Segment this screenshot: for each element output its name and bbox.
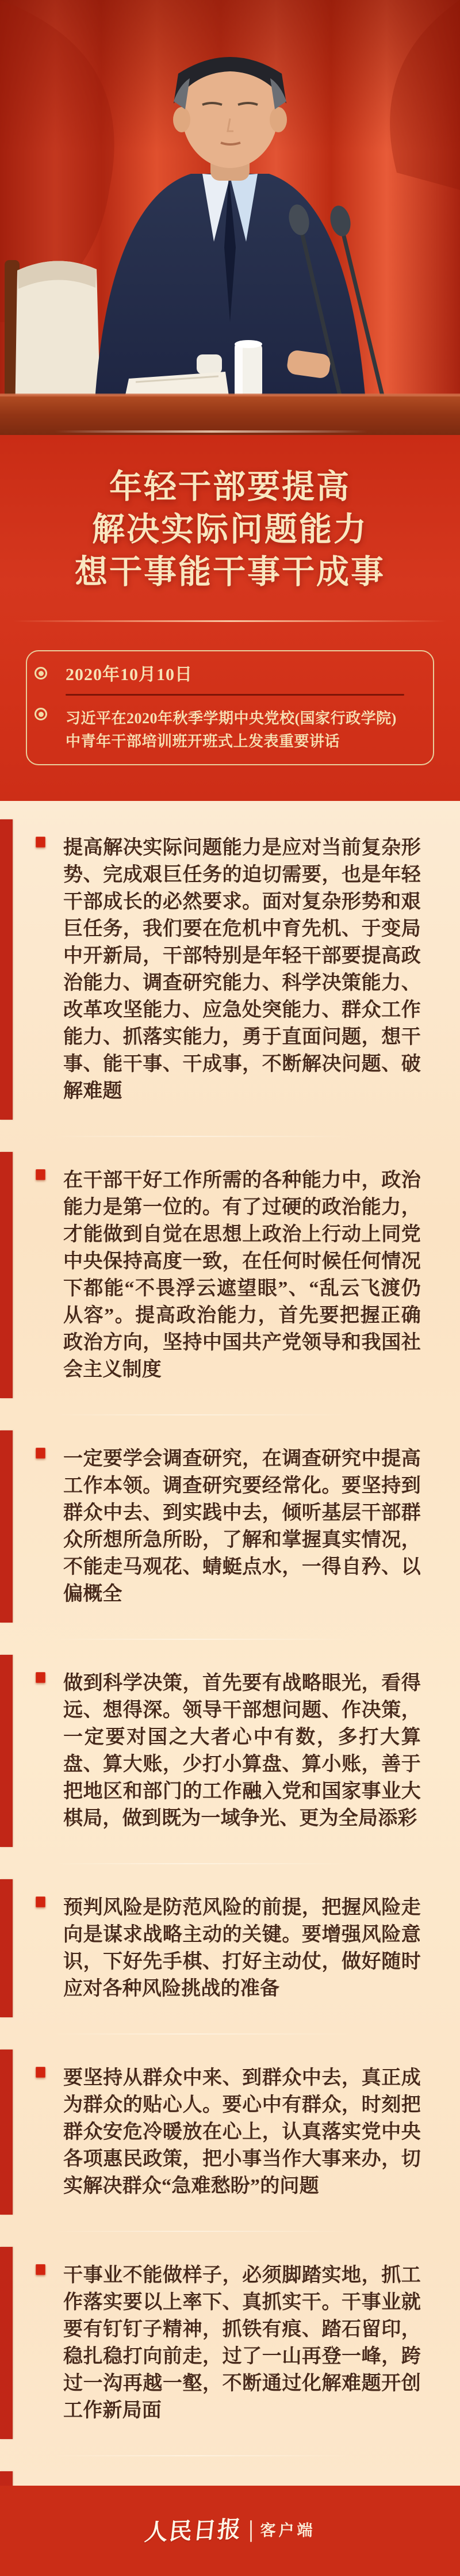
date-row <box>66 666 408 684</box>
quote-item <box>63 1445 421 1608</box>
square-bullet-icon <box>36 1896 45 1907</box>
quotes-list <box>0 801 460 2486</box>
quote-item <box>63 2064 421 2200</box>
paragraph-edge-bar <box>0 1152 13 1398</box>
paragraph-edge-bar <box>0 1879 13 2017</box>
footer-bar <box>0 2486 460 2576</box>
quote-item <box>63 1670 421 1832</box>
hero-banner <box>0 435 460 801</box>
square-bullet-icon <box>36 2067 45 2078</box>
quote-text: 干事业不能做样子，必须脚踏实地，抓工作落实要以上率下、真抓实干。干事业就要有钉钉子精神，抓铁有痕、踏石留印，稳扎稳打向前走，过了一山再登一峰，跨过一沟再越一壑，不断通过化解难题开创工作新局面 <box>63 2265 421 2421</box>
square-bullet-icon <box>36 1448 45 1459</box>
speaker-photo <box>0 0 460 435</box>
speaker-photo-illustration <box>0 0 460 435</box>
desk <box>0 394 460 435</box>
photo-bottom-glow <box>55 430 368 433</box>
ring-bullet-icon <box>34 708 47 720</box>
title-line-2: 解决实际问题能力 <box>92 512 368 548</box>
quote-item <box>63 1167 421 1383</box>
client-label: 客户端 <box>260 2522 316 2539</box>
paragraph-edge-bar <box>0 2471 13 2486</box>
title-line-3: 想干事能干事干成事 <box>75 554 385 590</box>
quote-item <box>63 2262 421 2424</box>
quote-text: 提高解决实际问题能力是应对当前复杂形势、完成艰巨任务的迫切需要，也是年轻干部成长的必然要求。面对复杂形势和艰巨任务，我们要在危机中育先机、于变局中开新局，干部特别是年轻干部要提高政治能力、调查研究能力、科学决策能力、改革攻坚能力、应急处突能力、群众工作能力、抓落实能力，勇于直面问题，想干事、能干事、干成事，不断解决问题、破解难题 <box>63 837 421 1102</box>
quote-text: 做到科学决策，首先要有战略眼光，看得远、想得深。领导干部想问题、作决策，一定要对国之大者心中有数，多打大算盘、算大账，少打小算盘、算小账，善于把地区和部门的工作融入党和国家事业大棋局，做到既为一域争光、更为全局添彩 <box>63 1673 421 1829</box>
quote-text: 预判风险是防范风险的前提，把握风险走向是谋求战略主动的关键。要增强风险意识，下好先手棋、打好主动仗，做好随时应对各种风险挑战的准备 <box>63 1897 421 1999</box>
square-bullet-icon <box>36 837 45 848</box>
square-bullet-icon <box>36 1672 45 1683</box>
quote-item <box>63 1894 421 2002</box>
square-bullet-icon <box>36 1169 45 1180</box>
teacup <box>235 340 262 398</box>
paragraph-edge-bar <box>0 819 13 1120</box>
card-separator <box>66 694 404 696</box>
quote-text: 要坚持从群众中来、到群众中去，真正成为群众的贴心人。要心中有群众，时刻把群众安危冷暖放在心上，认真落实党中央各项惠民政策，把小事当作大事来办，切实解决群众“急难愁盼”的问题 <box>63 2067 421 2197</box>
peoples-daily-logo: 人民日报 <box>143 2516 243 2546</box>
speech-source-label: 习近平在2020年秋季学期中央党校(国家行政学院)中青年干部培训班开班式上发表重要讲话 <box>66 710 397 750</box>
square-bullet-icon <box>36 2264 45 2275</box>
info-card <box>26 650 434 765</box>
ring-bullet-icon <box>34 667 47 680</box>
date-label: 2020年10月10日 <box>66 665 193 684</box>
divider-glow-line <box>14 620 446 622</box>
quote-text: 一定要学会调查研究，在调查研究中提高工作本领。调查研究要经常化。要坚持到群众中去、到实践中去，倾听基层干部群众所想所急所盼，了解和掌握真实情况，不能走马观花、蜻蜓点水，一得自矜、以偏概全 <box>63 1448 421 1605</box>
speech-row <box>66 707 408 753</box>
quote-text: 在干部干好工作所需的各种能力中，政治能力是第一位的。有了过硬的政治能力，才能做到自觉在思想上政治上行动上同党中央保持高度一致，在任何时候任何情况下都能“不畏浮云遮望眼”、“乱云飞渡仍从容”。提高政治能力，首先要把握正确政治方向，坚持中国共产党领导和我国社会主义制度 <box>63 1170 421 1380</box>
quote-item <box>63 834 421 1105</box>
paragraph-edge-bar <box>0 1430 13 1623</box>
paragraph-edge-bar <box>0 1655 13 1847</box>
title-line-1: 年轻干部要提高 <box>109 469 351 505</box>
page-title <box>0 435 460 594</box>
paragraph-edge-bar <box>0 2050 13 2215</box>
logo-divider <box>250 2520 252 2542</box>
paragraph-edge-bar <box>0 2247 13 2439</box>
